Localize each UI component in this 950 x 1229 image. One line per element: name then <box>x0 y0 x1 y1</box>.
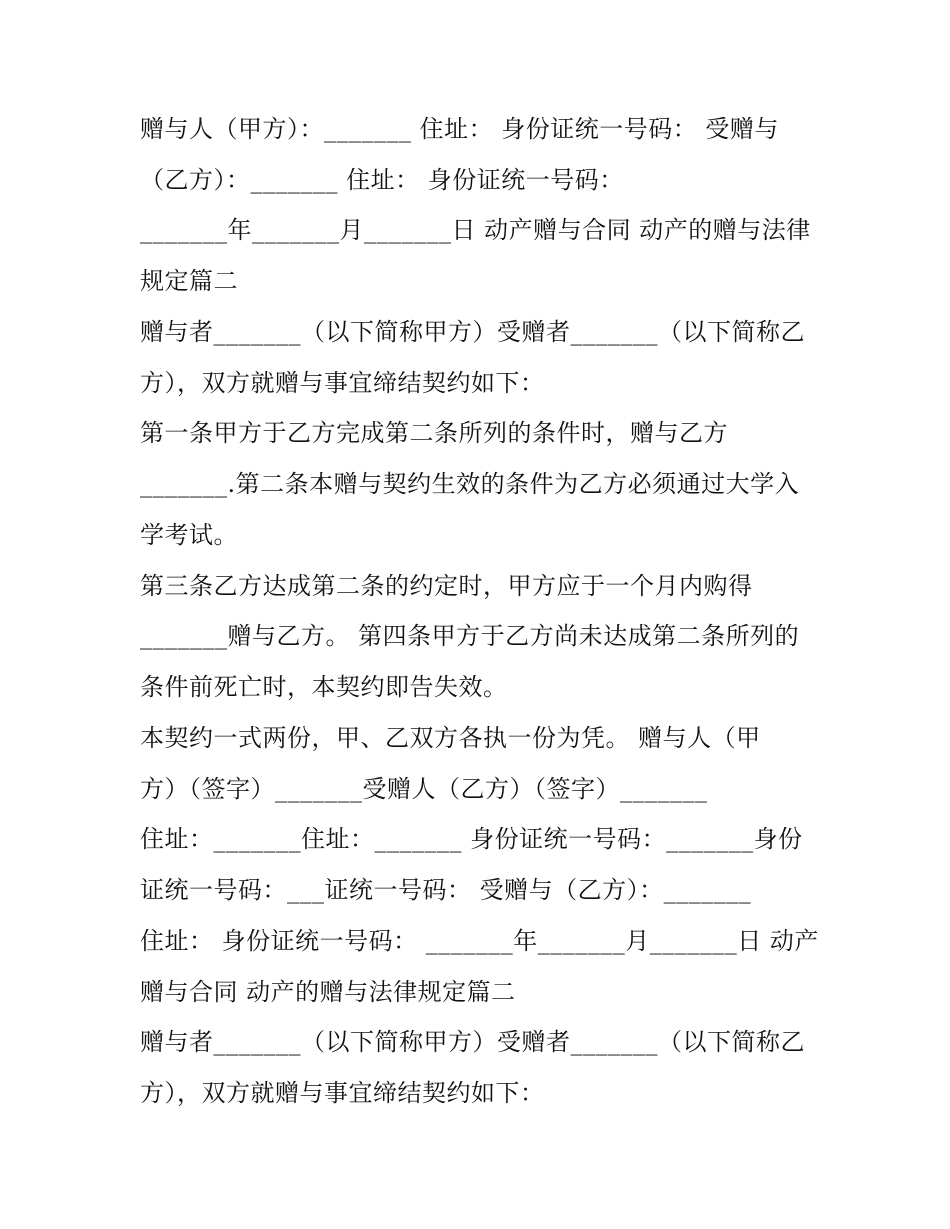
text-line: _______.第二条本赠与契约生效的条件为乙方必须通过大学入 <box>140 470 800 498</box>
text-line: 方），双方就赠与事宜缔结契约如下： <box>140 1079 545 1107</box>
text-line: 住址： 身份证统一号码： _______年_______月_______日 动产 <box>140 927 819 955</box>
text-line: 赠与人（甲方）：_______ 住址： 身份证统一号码： 受赠与 <box>140 115 779 143</box>
text-line: 住址：_______住址：_______ 身份证统一号码：_______身份 <box>140 825 803 853</box>
text-line: 本契约一式两份，甲、乙双方各执一份为凭。 赠与人（甲 <box>140 724 761 752</box>
text-line: 规定篇二 <box>140 267 238 295</box>
text-line: 证统一号码：___证统一号码： 受赠与（乙方）：_______ <box>140 876 752 904</box>
text-line: 赠与者_______（以下简称甲方）受赠者_______（以下简称乙 <box>140 1028 805 1056</box>
text-line: 方）（签字）_______受赠人（乙方）（签字）_______ <box>140 775 708 803</box>
text-line: 条件前死亡时，本契约即告失效。 <box>140 673 508 701</box>
text-line: 第三条乙方达成第二条的约定时，甲方应于一个月内购得 <box>140 572 753 600</box>
text-line: 第一条甲方于乙方完成第二条所列的条件时，赠与乙方 <box>140 419 728 447</box>
text-line: （乙方）：_______ 住址： 身份证统一号码： <box>140 166 624 194</box>
text-line: _______赠与乙方。 第四条甲方于乙方尚未达成第二条所列的 <box>140 622 800 650</box>
text-line: 赠与者_______（以下简称甲方）受赠者_______（以下简称乙 <box>140 318 805 346</box>
text-line: _______年_______月_______日 动产赠与合同 动产的赠与法律 <box>140 216 811 244</box>
text-line: 赠与合同 动产的赠与法律规定篇二 <box>140 978 516 1006</box>
text-line: 方），双方就赠与事宜缔结契约如下： <box>140 369 545 397</box>
text-line: 学考试。 <box>140 521 238 549</box>
